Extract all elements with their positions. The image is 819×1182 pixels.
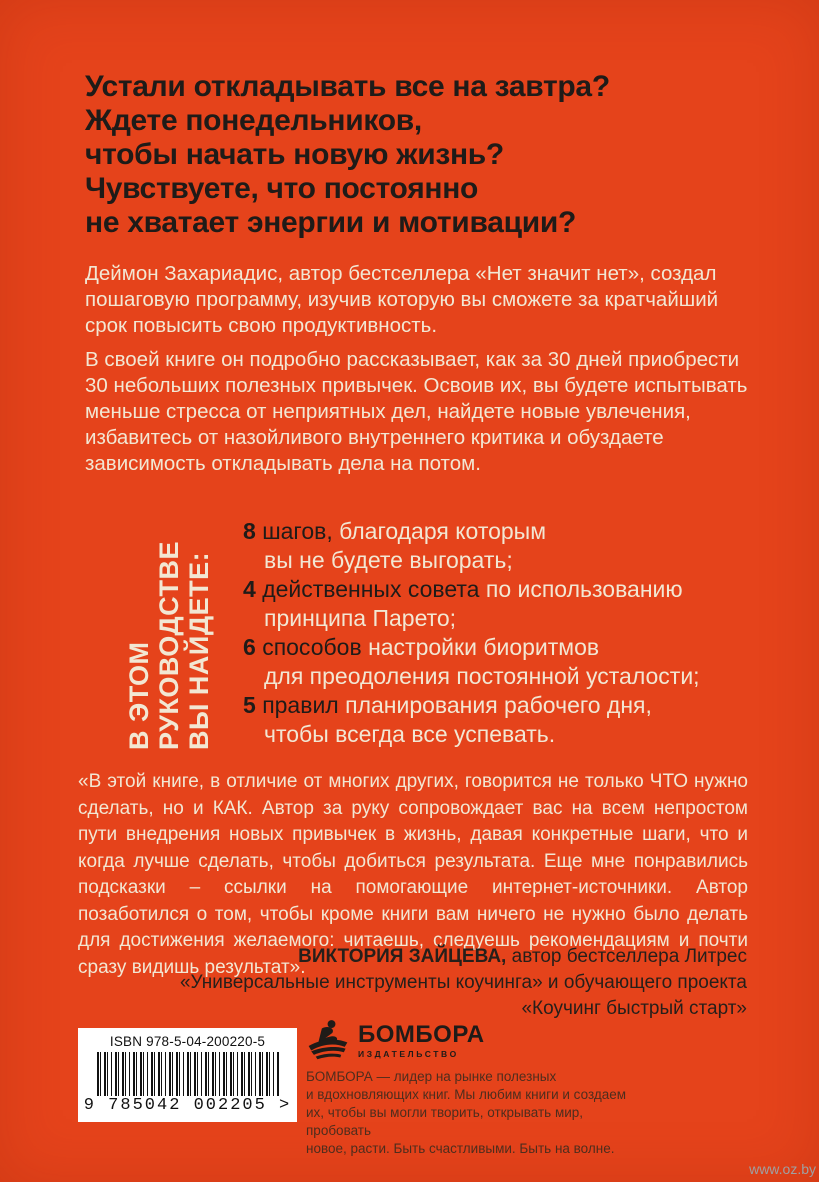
guide-item-line — [243, 691, 763, 720]
publisher-logo — [306, 1018, 485, 1060]
publisher-logo-text — [358, 1018, 485, 1059]
headline-line: не хватает энергии и мотивации? — [85, 206, 577, 239]
review-quote: «В этой книге, в отличие от многих других, говорится не только ЧТО нужно сделать, но и КАК. Автор за руку сопровождает вас на всем непростом пути внедрения новых привычек в жизнь, давая конкретные шаги, что и когда лучше сделать, чтобы добиться результата. Еще мне понравились подсказки – ссылки на помогающие интернет-источники. Автор позаботился о том, чтобы кроме книги вам ничего не нужно было делать для достижения желаемого: читаешь, следуешь рекомендациям и почти сразу видишь результат». — [78, 771, 748, 978]
guide-item-highlight: действенных совета — [262, 576, 480, 602]
intro-paragraph-author: Деймон Захариадис, автор бестселлера «Нет значит нет», создал пошаговую программу, изучив которую вы сможете за кратчайший срок повысить свою продуктивность. — [85, 262, 719, 337]
publisher-about-line: БОМБОРА — лидер на рынке полезных — [306, 1069, 557, 1084]
publisher-name: БОМБОРА — [358, 1021, 485, 1048]
attribution-line: «Универсальные инструменты коучинга» и обучающего проекта — [179, 972, 747, 993]
guide-list-item — [243, 633, 763, 691]
reviewer-name: ВИКТОРИЯ ЗАЙЦЕВА, — [298, 946, 507, 967]
vertical-heading-line: РУКОВОДСТВЕ — [154, 541, 184, 750]
isbn-barcode-box — [78, 1028, 297, 1122]
guide-list-item — [243, 517, 763, 575]
guide-item-line — [243, 633, 763, 662]
guide-item-highlight: правил — [262, 692, 339, 718]
guide-item-number: 4 — [243, 576, 256, 602]
guide-item-highlight: способов — [262, 634, 362, 660]
barcode-suffix: > — [279, 1096, 292, 1115]
guide-item-line: для преодоления постоянной усталости; — [264, 663, 700, 689]
guide-item-text: благодаря которым — [339, 518, 547, 544]
guide-item-number: 8 — [243, 518, 256, 544]
vertical-heading-line: В ЭТОМ — [124, 641, 154, 750]
vertical-heading-line: ВЫ НАЙДЕТЕ: — [184, 551, 214, 750]
guide-item-line — [243, 517, 763, 546]
publisher-about-line: и вдохновляющих книг. Мы любим книги и создаем — [306, 1087, 627, 1102]
publisher-about-line: их, чтобы вы могли творить, открывать мир, пробовать — [306, 1105, 584, 1138]
publisher-about-line: новое, расти. Быть счастливыми. Быть на волне. — [306, 1141, 615, 1156]
guide-item-line: принципа Парето; — [264, 605, 457, 631]
barcode-digits — [82, 1096, 293, 1115]
attribution-line: «Коучинг быстрый старт» — [521, 998, 747, 1019]
review-attribution — [165, 944, 747, 1022]
bombora-surfer-icon — [306, 1018, 350, 1060]
headline-line: Чувствуете, что постоянно — [85, 172, 479, 205]
barcode-image — [97, 1052, 279, 1098]
store-watermark: www.oz.by — [749, 1161, 816, 1177]
guide-item-number: 6 — [243, 634, 256, 660]
publisher-subtitle: ИЗДАТЕЛЬСТВО — [358, 1049, 459, 1059]
guide-item-text: по использованию — [485, 576, 683, 602]
publisher-about — [306, 1068, 646, 1158]
guide-item-highlight: шагов, — [262, 518, 333, 544]
headline-line: Ждете понедельников, — [85, 104, 422, 137]
guide-item-number: 5 — [243, 692, 256, 718]
guide-list-item — [243, 691, 763, 749]
guide-item-text: настройки биоритмов — [368, 634, 600, 660]
headline-line: Устали откладывать все на завтра? — [85, 70, 610, 103]
headline — [85, 70, 765, 240]
guide-item-line — [243, 575, 763, 604]
guide-item-text: планирования рабочего дня, — [345, 692, 652, 718]
sidebar-vertical-heading — [124, 514, 214, 750]
reviewer-title: автор бестселлера Литрес — [506, 946, 747, 967]
guide-list-item — [243, 575, 763, 633]
attribution-line — [165, 944, 747, 970]
isbn-label: ISBN 978-5-04-200220-5 — [109, 1034, 266, 1049]
barcode-number: 9 785042 002205 — [83, 1096, 267, 1115]
intro-paragraph-book: В своей книге он подробно рассказывает, как за 30 дней приобрести 30 небольших полезных привычек. Освоив их, вы будете испытывать меньше стресса от неприятных дел, найдете новые увлечения, избавитесь от назойливого внутреннего критика и обуздаете зависимость откладывать дела на потом. — [85, 348, 748, 475]
headline-line: чтобы начать новую жизнь? — [85, 138, 504, 171]
guide-item-line: чтобы всегда все успевать. — [264, 721, 556, 747]
guide-list — [243, 517, 763, 749]
guide-item-line: вы не будете выгорать; — [264, 547, 513, 573]
